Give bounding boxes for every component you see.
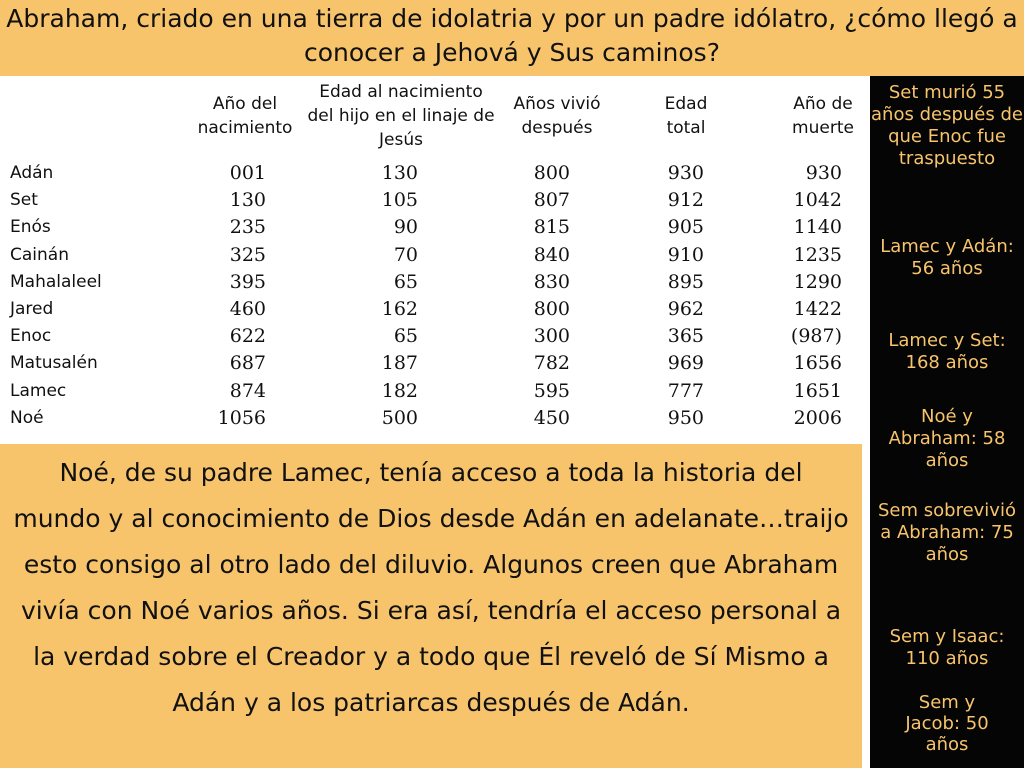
total-age-cell: 910: [667, 244, 704, 266]
patriarch-name: Jared: [10, 299, 54, 319]
header-birth-year: Año del nacimiento: [197, 94, 293, 138]
age-at-son-cell: 90: [393, 216, 418, 238]
death-year-cell: 1290: [793, 271, 842, 293]
genealogy-table: [0, 76, 870, 444]
age-at-son-cell: 162: [381, 298, 418, 320]
birth-year-cell: 235: [229, 216, 266, 238]
death-year-cell: 1656: [793, 352, 842, 374]
years-after-cell: 450: [533, 407, 570, 429]
note-sem-abraham: Sem sobrevivió a Abraham: 75 años: [878, 500, 1016, 565]
birth-year-cell: 687: [229, 352, 266, 374]
age-at-son-cell: 187: [381, 352, 418, 374]
total-age-cell: 969: [667, 352, 704, 374]
age-at-son-cell: 130: [381, 162, 418, 184]
total-age-cell: 950: [667, 407, 704, 429]
age-at-son-cell: 65: [393, 325, 418, 347]
patriarch-name: Cainán: [10, 245, 69, 265]
commentary-box: [0, 444, 862, 768]
death-year-cell: 1140: [793, 216, 842, 238]
patriarch-name: Noé: [10, 408, 44, 428]
age-at-son-cell: 70: [393, 244, 418, 266]
note-set: Set murió 55 años después de que Enoc fue traspuesto: [871, 82, 1023, 169]
age-at-son-cell: 65: [393, 271, 418, 293]
total-age-cell: 912: [667, 189, 704, 211]
total-age-cell: 905: [667, 216, 704, 238]
death-year-cell: 930: [805, 162, 842, 184]
patriarch-name: Lamec: [10, 381, 67, 401]
years-after-cell: 595: [533, 380, 570, 402]
birth-year-cell: 460: [229, 298, 266, 320]
years-after-cell: 800: [533, 298, 570, 320]
birth-year-cell: 001: [229, 162, 266, 184]
patriarch-name: Mahalaleel: [10, 272, 102, 292]
total-age-cell: 962: [667, 298, 704, 320]
patriarch-name: Matusalén: [10, 353, 98, 373]
death-year-cell: 1422: [793, 298, 842, 320]
death-year-cell: 1042: [793, 189, 842, 211]
years-after-cell: 807: [533, 189, 570, 211]
total-age-cell: 365: [667, 325, 704, 347]
note-lamec-set: Lamec y Set: 168 años: [888, 330, 1006, 373]
header-age-at-son: Edad al nacimiento del hijo en el linaje de Jesús: [307, 82, 495, 150]
years-after-cell: 782: [533, 352, 570, 374]
note-sem-isaac: Sem y Isaac: 110 años: [889, 626, 1005, 669]
death-year-cell: 2006: [793, 407, 842, 429]
birth-year-cell: 395: [229, 271, 266, 293]
slide-title: Abraham, criado en una tierra de idolatria y por un padre idólatro, ¿cómo llegó a conocer a Jehová y Sus caminos?: [6, 4, 1018, 67]
years-after-cell: 830: [533, 271, 570, 293]
note-sem-jacob: Sem y Jacob: 50 años: [905, 692, 989, 755]
years-after-cell: 815: [533, 216, 570, 238]
birth-year-cell: 874: [229, 380, 266, 402]
years-after-cell: 840: [533, 244, 570, 266]
total-age-cell: 930: [667, 162, 704, 184]
total-age-cell: 895: [667, 271, 704, 293]
header-total-age: Edad total: [664, 94, 708, 138]
birth-year-cell: 325: [229, 244, 266, 266]
header-death-year: Año de muerte: [792, 94, 854, 138]
total-age-cell: 777: [667, 380, 704, 402]
years-after-cell: 300: [533, 325, 570, 347]
death-year-cell: 1235: [793, 244, 842, 266]
header-years-after: Años vivió después: [513, 94, 601, 138]
birth-year-cell: 1056: [217, 407, 266, 429]
patriarch-name: Enós: [10, 217, 51, 237]
note-noe-abraham: Noé y Abraham: 58 años: [888, 406, 1006, 471]
death-year-cell: 1651: [793, 380, 842, 402]
note-lamec-adan: Lamec y Adán: 56 años: [880, 236, 1014, 279]
age-at-son-cell: 500: [381, 407, 418, 429]
birth-year-cell: 130: [229, 189, 266, 211]
years-after-cell: 800: [533, 162, 570, 184]
age-at-son-cell: 105: [381, 189, 418, 211]
patriarch-name: Adán: [10, 163, 54, 183]
age-at-son-cell: 182: [381, 380, 418, 402]
patriarch-name: Set: [10, 190, 38, 210]
birth-year-cell: 622: [229, 325, 266, 347]
side-notes-panel: [870, 76, 1024, 768]
death-year-cell: (987): [790, 325, 842, 347]
commentary-text: Noé, de su padre Lamec, tenía acceso a toda la historia del mundo y al conocimiento de Dios desde Adán en adelanate…traijo esto consigo al otro lado del diluvio. Algunos creen que Abraham vivía con Noé varios años. Si era así, tendría el acceso personal a la verdad sobre el Creador y a todo que Él reveló de Sí Mismo a Adán y a los patriarcas después de Adán.: [13, 458, 849, 717]
patriarch-name: Enoc: [10, 326, 52, 346]
